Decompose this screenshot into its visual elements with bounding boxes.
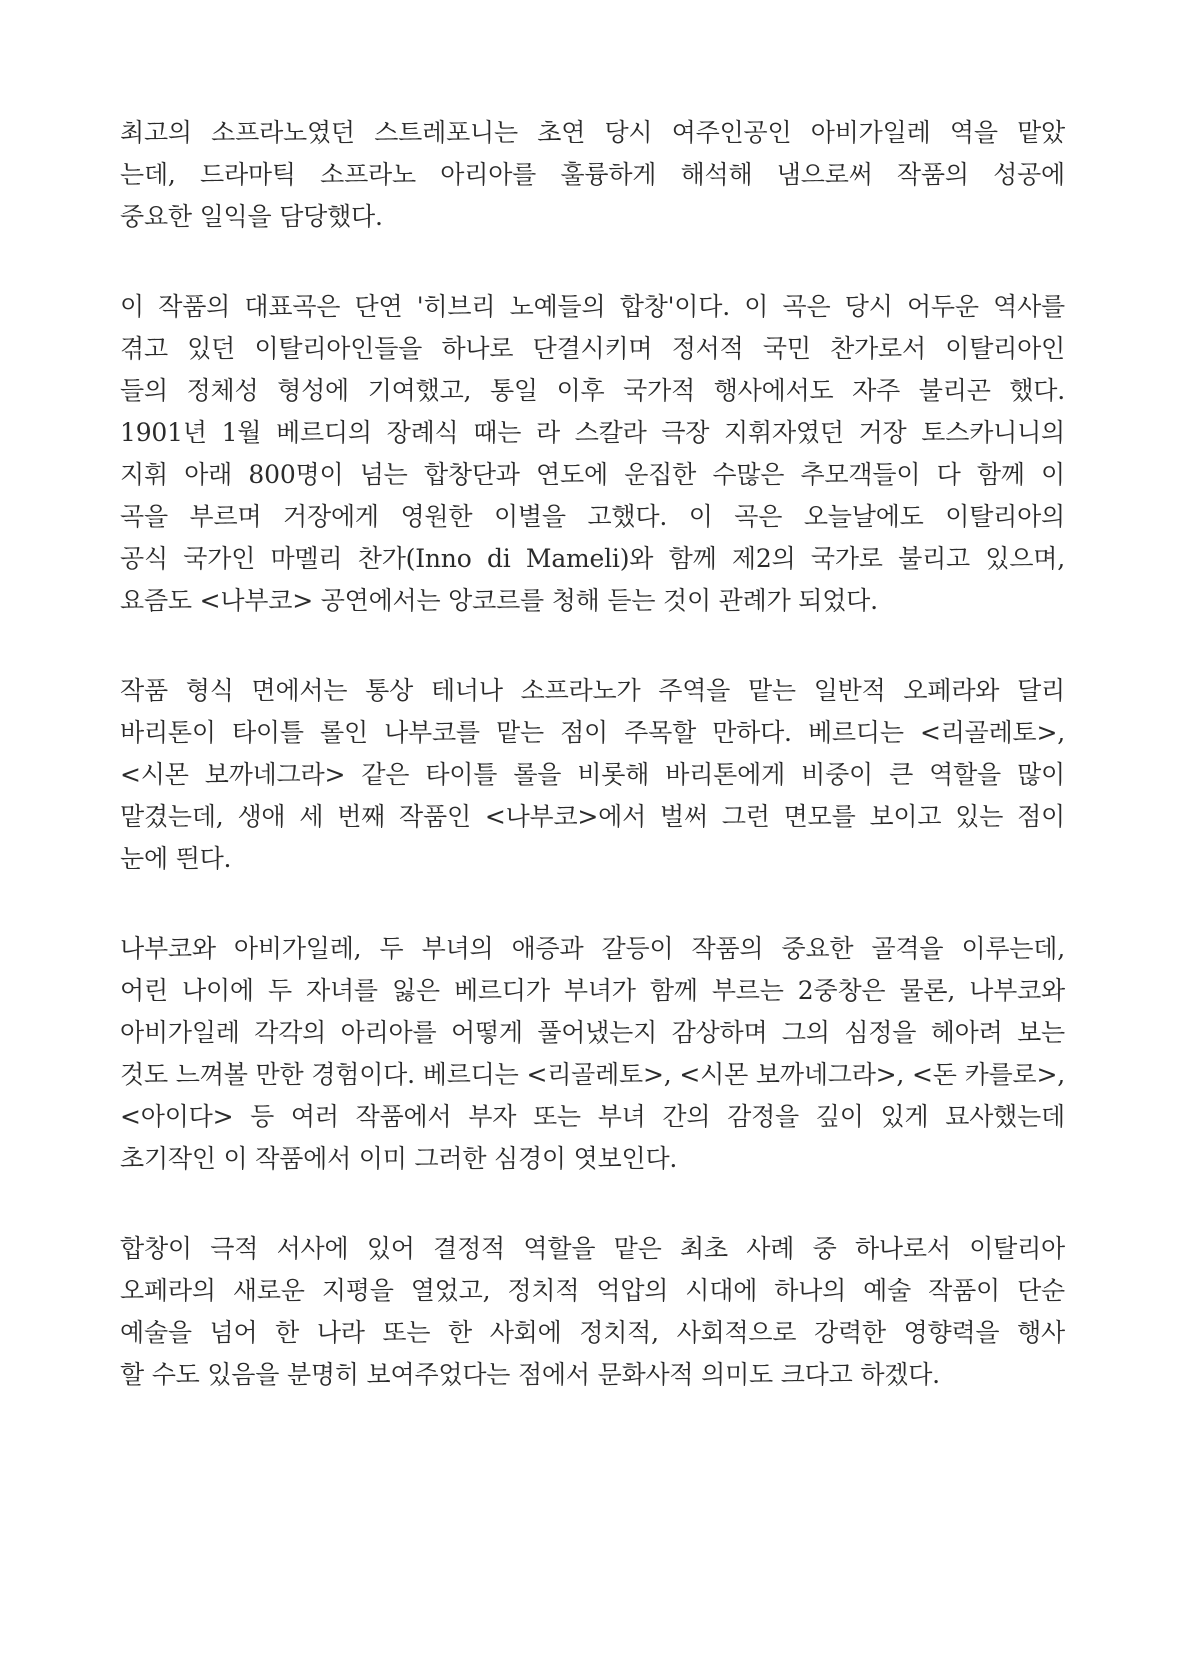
text-line: 나부코와 아비가일레, 두 부녀의 애증과 갈등이 작품의 중요한 골격을 이루는데, [120,934,1065,963]
text-line: 아비가일레 각각의 아리아를 어떻게 풀어냈는지 감상하며 그의 심정을 헤아려 보는 [120,1018,1065,1047]
text-line: 작품 형식 면에서는 통상 테너나 소프라노가 주역을 맡는 일반적 오페라와 달리 [120,676,1065,705]
paragraph [120,286,1065,622]
paragraph [120,112,1065,238]
text-line: 오페라의 새로운 지평을 열었고, 정치적 억압의 시대에 하나의 예술 작품이 단순 [120,1276,1065,1305]
text-line: 것도 느껴볼 만한 경험이다. 베르디는 <리골레토>, <시몬 보까네그라>, <돈 카를로>, [120,1060,1065,1089]
text-line: 곡을 부르며 거장에게 영원한 이별을 고했다. 이 곡은 오늘날에도 이탈리아의 [120,502,1065,531]
text-line: 예술을 넘어 한 나라 또는 한 사회에 정치적, 사회적으로 강력한 영향력을 행사 [120,1318,1065,1347]
text-line: 바리톤이 타이틀 롤인 나부코를 맡는 점이 주목할 만하다. 베르디는 <리골레토>, [120,718,1065,747]
text-line: 최고의 소프라노였던 스트레포니는 초연 당시 여주인공인 아비가일레 역을 맡았 [120,118,1065,147]
paragraph [120,1228,1065,1396]
text-line: 공식 국가인 마멜리 찬가(Inno di Mameli)와 함께 제2의 국가로 불리고 있으며, [120,544,1065,573]
text-line: 는데, 드라마틱 소프라노 아리아를 훌륭하게 해석해 냄으로써 작품의 성공에 [120,160,1065,189]
text-line: 초기작인 이 작품에서 이미 그러한 심경이 엿보인다. [120,1144,678,1173]
text-line: 맡겼는데, 생애 세 번째 작품인 <나부코>에서 벌써 그런 면모를 보이고 있는 점이 [120,802,1065,831]
paragraph [120,670,1065,880]
text-line: 겪고 있던 이탈리아인들을 하나로 단결시키며 정서적 국민 찬가로서 이탈리아인 [120,334,1065,363]
text-line: 지휘 아래 800명이 넘는 합창단과 연도에 운집한 수많은 추모객들이 다 함께 이 [120,460,1065,489]
paragraph [120,928,1065,1180]
text-line: 할 수도 있음을 분명히 보여주었다는 점에서 문화사적 의미도 크다고 하겠다. [120,1360,940,1389]
text-line: 들의 정체성 형성에 기여했고, 통일 이후 국가적 행사에서도 자주 불리곤 했다. [120,376,1065,405]
text-line: 눈에 띈다. [120,844,232,873]
text-line: <아이다> 등 여러 작품에서 부자 또는 부녀 간의 감정을 깊이 있게 묘사했는데 [120,1102,1065,1131]
text-line: 이 작품의 대표곡은 단연 '히브리 노예들의 합창'이다. 이 곡은 당시 어두운 역사를 [120,292,1065,321]
text-line: 중요한 일익을 담당했다. [120,202,383,231]
text-line: <시몬 보까네그라> 같은 타이틀 롤을 비롯해 바리톤에게 비중이 큰 역할을 많이 [120,760,1065,789]
text-line: 요즘도 <나부코> 공연에서는 앙코르를 청해 듣는 것이 관례가 되었다. [120,586,878,615]
text-line: 합창이 극적 서사에 있어 결정적 역할을 맡은 최초 사례 중 하나로서 이탈리아 [120,1234,1065,1263]
text-line: 1901년 1월 베르디의 장례식 때는 라 스칼라 극장 지휘자였던 거장 토스카니니의 [120,418,1065,447]
text-line: 어린 나이에 두 자녀를 잃은 베르디가 부녀가 함께 부르는 2중창은 물론, 나부코와 [120,976,1065,1005]
document-body [120,112,1065,1444]
